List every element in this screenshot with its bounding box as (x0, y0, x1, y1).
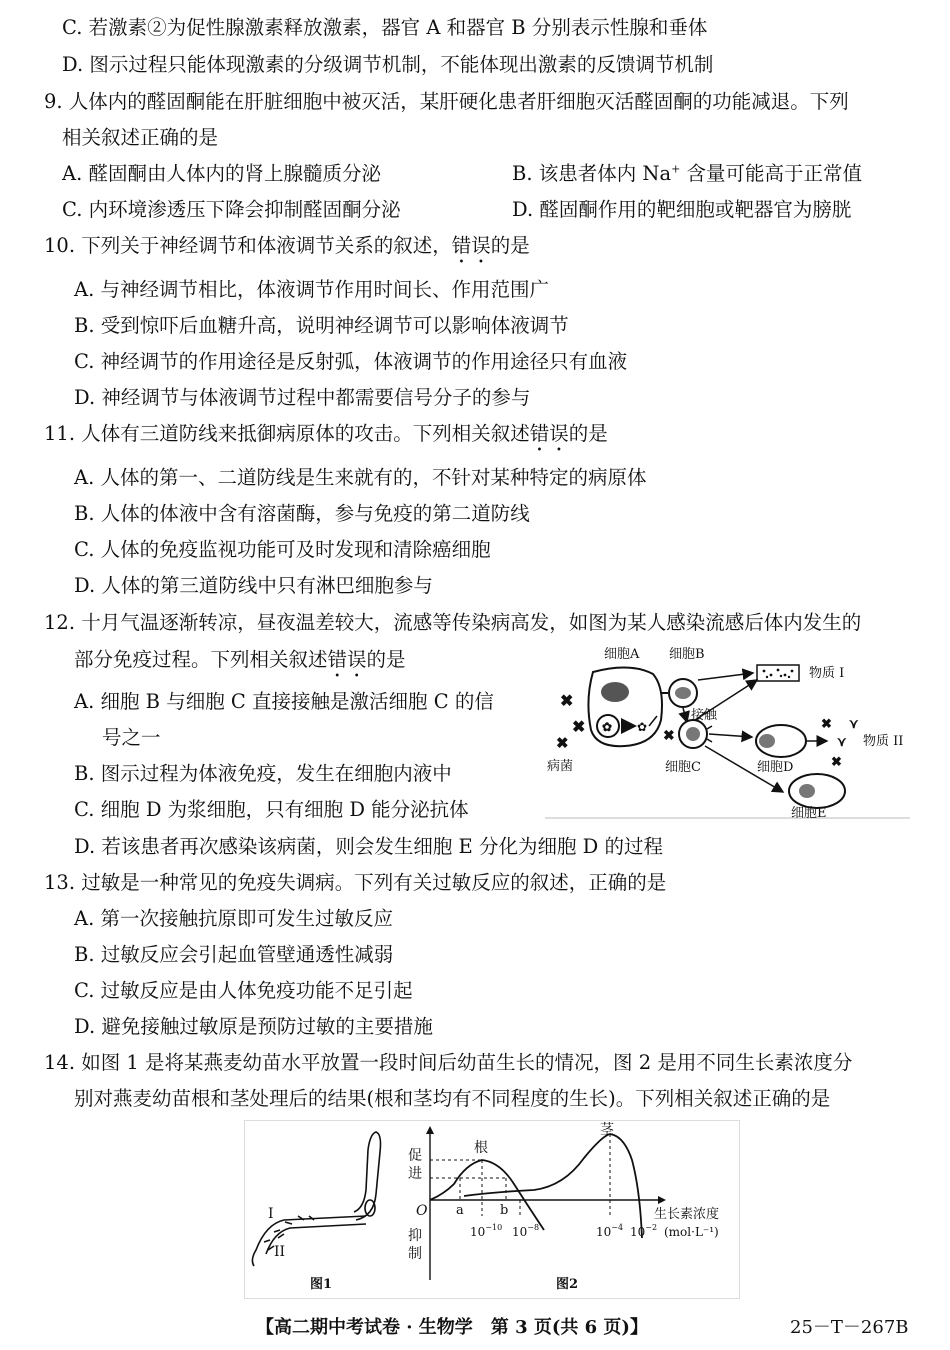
label-cell-a: 细胞A (604, 647, 640, 662)
fig2-promote-2: 进 (408, 1166, 422, 1182)
q11-option-d: D. 人体的第三道防线中只有淋巴细胞参与 (74, 574, 433, 597)
fig2-tick-4: $10^{-2}$ (630, 1223, 658, 1239)
q9-option-b: B. 该患者体内 Na+ 含量可能高于正常值 (512, 162, 863, 185)
q10-option-a: A. 与神经调节相比，体液调节作用时间长、作用范围广 (74, 278, 549, 301)
fig2-label-root: 根 (474, 1140, 488, 1156)
q13-option-b: B. 过敏反应会引起血管壁通透性减弱 (74, 943, 394, 966)
svg-text:✖: ✖ (821, 717, 832, 732)
fig1-label-ii: II (274, 1244, 286, 1260)
fig2-promote-1: 促 (408, 1148, 422, 1164)
cell-b-shape (661, 679, 697, 707)
page-footer (0, 1315, 950, 1345)
svg-text:✖: ✖ (560, 691, 574, 710)
q10-option-c: C. 神经调节的作用途径是反射弧，体液调节的作用途径只有血液 (74, 350, 628, 373)
q13-option-d: D. 避免接触过敏原是预防过敏的主要措施 (74, 1015, 433, 1038)
fig2-caption: 图2 (556, 1277, 579, 1292)
q9-stem-line1: 9. 人体内的醛固酮能在肝脏细胞中被灭活，某肝硬化患者肝细胞灭活醛固酮的功能减退。下列 (44, 90, 849, 113)
svg-text:✖: ✖ (572, 717, 586, 736)
q13-stem: 13. 过敏是一种常见的免疫失调病。下列有关过敏反应的叙述，正确的是 (44, 871, 667, 894)
q13-option-a: A. 第一次接触抗原即可发生过敏反应 (74, 907, 393, 930)
svg-text:✖: ✖ (831, 755, 842, 770)
q12-stem-line1: 12. 十月气温逐渐转凉，昼夜温差较大，流感等传染病高发，如图为某人感染流感后体内发生的 (44, 611, 862, 634)
fig2-inhibit-1: 抑 (408, 1228, 422, 1244)
fig2-tick-a: a (456, 1203, 464, 1218)
pathogen-icon (556, 691, 585, 752)
substance-i-box (757, 665, 799, 681)
cell-c-shape (679, 720, 712, 748)
fig2-unit: (mol·L⁻¹) (664, 1225, 719, 1239)
q14-stem-line2: 别对燕麦幼苗根和茎处理后的结果(根和茎均有不同程度的生长)。下列相关叙述正确的是 (74, 1087, 831, 1110)
q12-option-a-line2: 号之一 (102, 726, 161, 749)
footer-title: 【高二期中考试卷 · 生物学 第 3 页(共 6 页)】 (256, 1317, 648, 1338)
q12-stem-line2: 部分免疫过程。下列相关叙述错误的是 (74, 648, 406, 671)
svg-text:⋎: ⋎ (837, 735, 847, 750)
q8-option-d: D. 图示过程只能体现激素的分级调节机制，不能体现出激素的反馈调节机制 (62, 53, 714, 76)
label-cell-d: 细胞D (757, 760, 794, 775)
svg-text:✿: ✿ (637, 720, 648, 734)
q10-option-d: D. 神经调节与体液调节过程中都需要信号分子的参与 (74, 386, 531, 409)
q11-option-b: B. 人体的体液中含有溶菌酶，参与免疫的第二道防线 (74, 502, 530, 525)
label-cell-e: 细胞E (791, 806, 827, 820)
label-pathogen: 病菌 (547, 759, 574, 774)
q11-option-a: A. 人体的第一、二道防线是生来就有的，不针对某种特定的病原体 (74, 466, 647, 489)
q12-option-d: D. 若该患者再次感染该病菌，则会发生细胞 E 分化为细胞 D 的过程 (74, 835, 663, 858)
q13-option-c: C. 过敏反应是由人体免疫功能不足引起 (74, 979, 413, 1002)
cell-d-shape (756, 725, 806, 757)
q9-option-d: D. 醛固酮作用的靶细胞或靶器官为膀胱 (512, 198, 852, 221)
q8-option-c: C. 若激素②为促性腺激素释放激素，器官 A 和器官 B 分别表示性腺和垂体 (62, 16, 708, 39)
cell-a-shape (588, 667, 662, 746)
q9-option-a: A. 醛固酮由人体内的肾上腺髓质分泌 (62, 162, 381, 185)
label-cell-c: 细胞C (665, 760, 701, 775)
svg-text:✖: ✖ (663, 728, 675, 744)
fig1-caption: 图1 (310, 1277, 333, 1292)
q10-option-b: B. 受到惊吓后血糖升高，说明神经调节可以影响体液调节 (74, 314, 569, 337)
q9-option-c: C. 内环境渗透压下降会抑制醛固酮分泌 (62, 198, 401, 221)
footer-code: 25－T－267B (790, 1317, 909, 1338)
label-substance-i: 物质 I (809, 666, 845, 681)
fig2-xlabel: 生长素浓度 (654, 1207, 720, 1222)
q12-option-a-line1: A. 细胞 B 与细胞 C 直接接触是激活细胞 C 的信 (74, 690, 494, 713)
label-substance-ii: 物质 II (863, 734, 904, 749)
fig2-tick-3: $10^{-4}$ (596, 1223, 624, 1239)
fig2-label-stem: 茎 (600, 1122, 614, 1138)
svg-text:⋎: ⋎ (849, 717, 859, 732)
fig2-origin: O (416, 1203, 428, 1219)
q11-option-c: C. 人体的免疫监视功能可及时发现和清除癌细胞 (74, 538, 491, 561)
q11-stem: 11. 人体有三道防线来抵御病原体的攻击。下列相关叙述错误的是 (44, 422, 608, 445)
label-contact: 接触 (691, 708, 718, 723)
fig2-inhibit-2: 制 (408, 1246, 422, 1262)
immune-process-diagram (545, 640, 915, 820)
fig2-tick-1: $10^{-10}$ (470, 1223, 503, 1239)
label-cell-b: 细胞B (669, 647, 705, 662)
svg-text:✖: ✖ (556, 734, 569, 752)
q14-stem-line1: 14. 如图 1 是将某燕麦幼苗水平放置一段时间后幼苗生长的情况，图 2 是用不同生长素浓度分 (44, 1051, 853, 1074)
cell-e-shape (789, 774, 845, 808)
q10-stem: 10. 下列关于神经调节和体液调节关系的叙述，错误的是 (44, 234, 530, 257)
svg-text:✿: ✿ (602, 720, 613, 734)
antibody-icon (821, 717, 859, 770)
fig2-tick-2: $10^{-8}$ (512, 1223, 540, 1239)
q12-option-b: B. 图示过程为体液免疫，发生在细胞内液中 (74, 762, 452, 785)
auxin-figures (244, 1120, 740, 1300)
fig1-label-i: I (268, 1206, 274, 1222)
q12-option-c: C. 细胞 D 为浆细胞，只有细胞 D 能分泌抗体 (74, 798, 469, 821)
fig2-tick-b: b (500, 1203, 509, 1218)
q9-stem-line2: 相关叙述正确的是 (62, 126, 219, 149)
